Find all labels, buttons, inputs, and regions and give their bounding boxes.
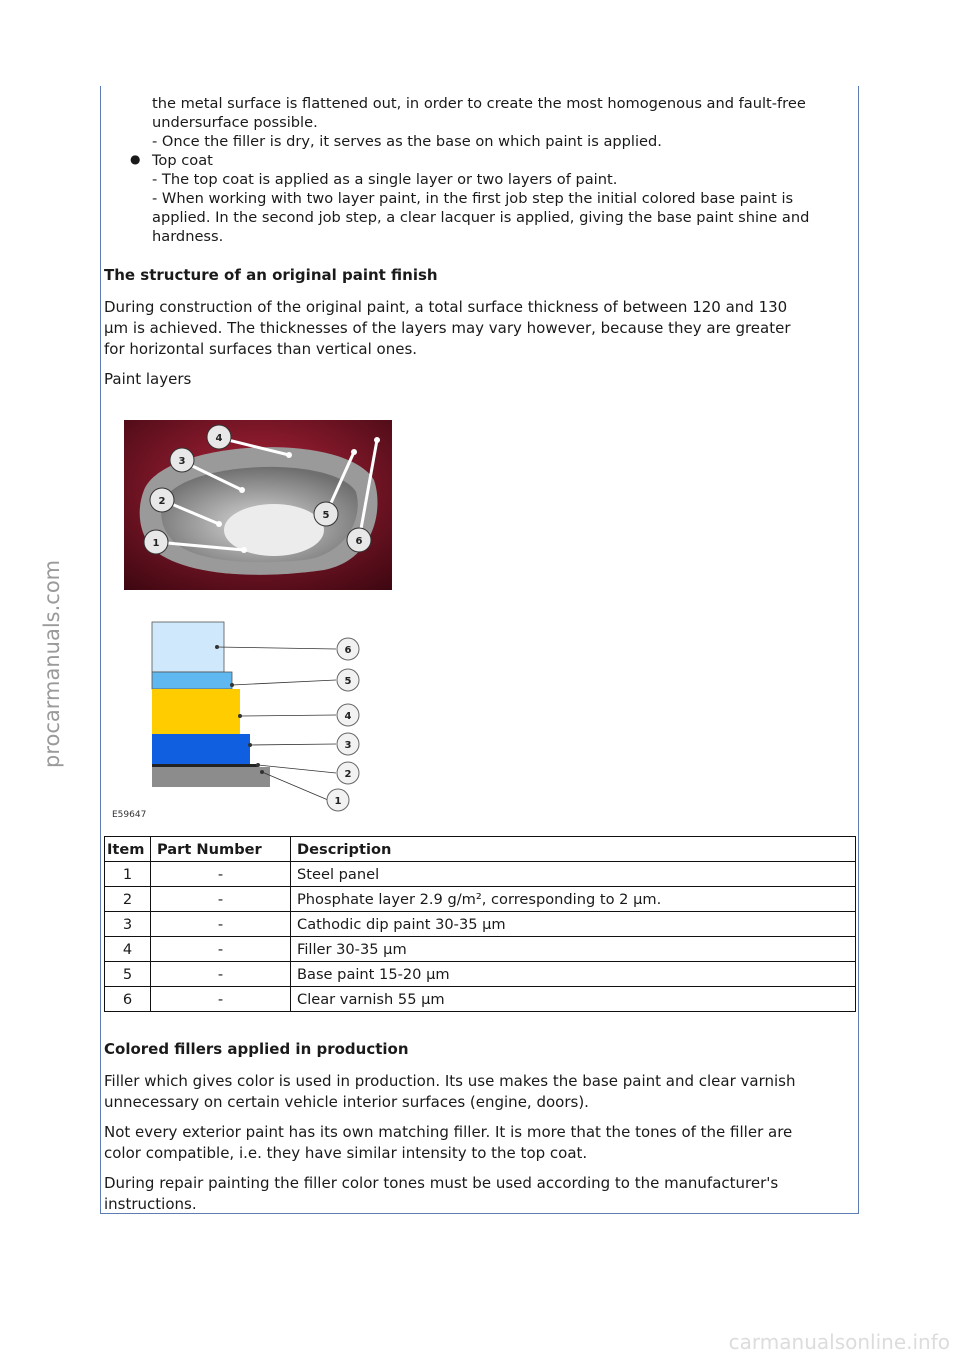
dash-item: - When working with two layer paint, in the first job step the initial colored base paint is [152, 190, 794, 207]
paragraph-line: instructions. [104, 1195, 197, 1213]
table-row [105, 887, 856, 912]
cell-item: 1 [105, 862, 151, 887]
cell-item: 2 [105, 887, 151, 912]
cell-part: - [151, 937, 291, 962]
paragraph-line: During construction of the original paint, a total surface thickness of between 120 and 130 [104, 298, 788, 316]
table-row [105, 962, 856, 987]
cell-item: 6 [105, 987, 151, 1012]
paragraph-line: unnecessary on certain vehicle interior surfaces (engine, doors). [104, 1093, 589, 1111]
diagram-callout-3: 3 [344, 740, 352, 751]
layer-filler [152, 689, 240, 734]
paragraph-line: for horizontal surfaces than vertical ones. [104, 340, 418, 358]
dash-item: - Once the filler is dry, it serves as the base on which paint is applied. [152, 133, 662, 150]
dash-item: - The top coat is applied as a single layer or two layers of paint. [152, 171, 618, 188]
diagram-callout-1: 1 [334, 796, 342, 807]
cell-part: - [151, 962, 291, 987]
cell-part: - [151, 862, 291, 887]
photo-callout-3: 3 [178, 456, 186, 467]
table-row [105, 987, 856, 1012]
cell-desc: Clear varnish 55 µm [291, 987, 856, 1012]
paint-layers-photo [124, 420, 392, 590]
section-heading: Colored fillers applied in production [104, 1040, 409, 1058]
bottom-watermark: carmanualsonline.info [728, 1330, 950, 1354]
diagram-callout-2: 2 [344, 769, 352, 780]
cell-desc: Base paint 15-20 µm [291, 962, 856, 987]
cell-part: - [151, 912, 291, 937]
layer-steel [152, 767, 270, 787]
layer-base [152, 672, 232, 689]
cell-desc: Filler 30-35 µm [291, 937, 856, 962]
paragraph-line: Filler which gives color is used in production. Its use makes the base paint and clear varnish [104, 1072, 796, 1090]
table-row [105, 937, 856, 962]
diagram-callout-4: 4 [344, 711, 352, 722]
bullet-dot-icon: ● [130, 152, 141, 166]
table-row [105, 912, 856, 937]
photo-callout-4: 4 [215, 433, 223, 444]
cell-item: 3 [105, 912, 151, 937]
cell-part: - [151, 887, 291, 912]
layer-phosphate [152, 764, 258, 767]
photo-callout-1: 1 [152, 538, 160, 549]
side-watermark: procarmanuals.com [40, 559, 64, 768]
section-heading: The structure of an original paint finish [104, 266, 438, 284]
intro-line: the metal surface is flattened out, in order to create the most homogenous and fault-free [152, 95, 806, 112]
paragraph-line: color compatible, i.e. they have similar intensity to the top coat. [104, 1144, 588, 1162]
cell-desc: Steel panel [291, 862, 856, 887]
diagram-callout-5: 5 [344, 676, 352, 687]
col-header-item: Item [105, 837, 151, 862]
paragraph-line: µm is achieved. The thicknesses of the layers may vary however, because they are greater [104, 319, 791, 337]
paragraph-line: During repair painting the filler color tones must be used according to the manufacturer's [104, 1174, 779, 1192]
figure-code: E59647 [112, 810, 147, 820]
cell-part: - [151, 987, 291, 1012]
photo-callout-5: 5 [322, 510, 330, 521]
paint-layers-diagram [104, 612, 374, 822]
paragraph-line: Not every exterior paint has its own matching filler. It is more that the tones of the filler are [104, 1123, 793, 1141]
dash-item-cont: hardness. [152, 228, 224, 245]
layer-cathodic [152, 734, 250, 764]
diagram-callout-6: 6 [344, 645, 352, 656]
cell-desc: Cathodic dip paint 30-35 µm [291, 912, 856, 937]
dash-item-cont: applied. In the second job step, a clear lacquer is applied, giving the base paint shine and [152, 209, 810, 226]
photo-callout-6: 6 [355, 536, 363, 547]
intro-line: undersurface possible. [152, 114, 318, 131]
col-header-desc: Description [291, 837, 856, 862]
bullet-label: Top coat [152, 152, 213, 169]
col-header-part: Part Number [151, 837, 291, 862]
cell-item: 5 [105, 962, 151, 987]
parts-table [104, 836, 856, 1012]
table-row [105, 862, 856, 887]
photo-callout-2: 2 [158, 496, 166, 507]
layer-clear [152, 622, 224, 672]
cell-desc: Phosphate layer 2.9 g/m², corresponding to 2 µm. [291, 887, 856, 912]
figure-caption: Paint layers [104, 370, 192, 388]
cell-item: 4 [105, 937, 151, 962]
table-header-row [105, 837, 856, 862]
